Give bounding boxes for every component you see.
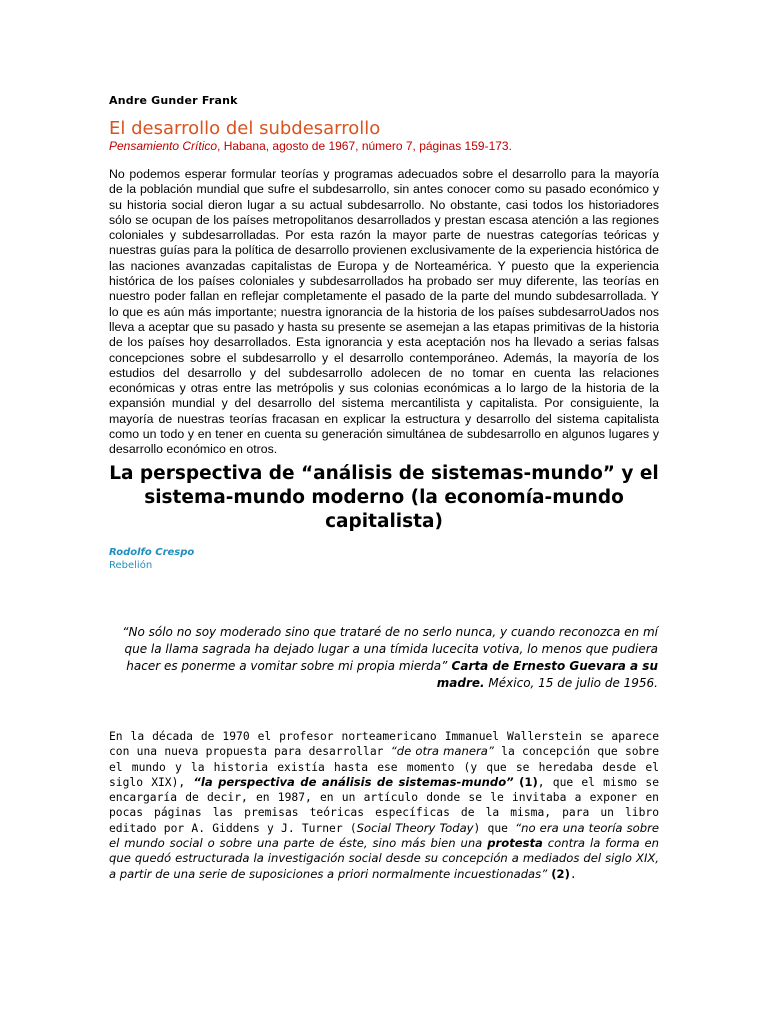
- epigraph-quote: [116, 624, 658, 692]
- source-citation: [109, 139, 512, 153]
- p2-italic-k: contra la forma en que quedó estructurada la investigación social desde su concepción a mediados del siglo XIX, a partir de una serie de suposiciones a priori normalmente incuestionadas”: [109, 836, 659, 881]
- byline-author: Rodolfo Crespo: [109, 547, 195, 558]
- body-paragraph-1: No podemos esperar formular teorías y programas adecuados sobre el desarrollo para la mayoría de la población mundial que sufre el subdesarrollo, sin antes conocer como su pasado económico y su historia social dieron lugar a su actual subdesarrollo. No obstante, casi todos los historiadores sólo se ocupan de los países metropolitanos desarrollados y prestan escasa atención a las regiones coloniales y subdesarrolladas. Por esta razón la mayor parte de nuestras categorías teóricas y nuestras guías para la política de desarrollo provienen exclusivamente de la experiencia histórica de las naciones avanzadas capitalistas de Europa y de Norteamérica. Y puesto que la experiencia histórica de los países coloniales y subdesarrollados ha probado ser muy diferente, las teorías en nuestro poder fallan en reflejar completamente el pasado de la parte del mundo subdesarrollada. Y lo que es aún más importante; nuestra ignorancia de la historia de los países subdesarroUados nos lleva a aceptar que su pasado y hasta su presente se asemejan a las etapas primitivas de la historia de los países hoy desarrollados. Esta ignorancia y esta aceptación nos ha llevado a serias falsas concepciones sobre el subdesarrollo y el desarrollo contemporáneo. Además, la mayoría de los estudios del desarrollo y del subdesarrollo adolecen de no tomar en cuenta las relaciones económicas y otras entre las metrópolis y sus colonias económicas a lo largo de la historia de la expansión mundial y del desarrollo del sistema mercantilista y capitalista. Por consiguiente, la mayoría de nuestras teorías fracasan en explicar la estructura y desarrollo del sistema capitalista como un todo y en tener en cuenta su generación simultánea de subdesarrollo en algunos lugares y desarrollo económico en otros.: [109, 167, 659, 457]
- article-title: El desarrollo del subdesarrollo: [109, 118, 381, 139]
- p2-italic-i: “no era una teoría sobre el mundo social o sobre una parte de éste, sino más bien una: [109, 820, 659, 851]
- source-journal: Pensamiento Crítico: [109, 139, 218, 153]
- quote-place-date: México, 15 de julio de 1956.: [484, 676, 658, 690]
- p2-text-c: la concepción que sobre el mundo y la historia existía hasta ese momento (y que se heredaba desde el siglo XIX),: [109, 745, 660, 789]
- author-name: Andre Gunder Frank: [109, 94, 238, 107]
- p2-bold-italic-j: protesta: [487, 836, 543, 851]
- body-paragraph-2: [109, 729, 659, 882]
- source-details: , Habana, agosto de 1967, número 7, páginas 159-173.: [217, 139, 512, 153]
- p2-text-h: ) que: [473, 821, 516, 835]
- p2-italic-b: “de otra manera”: [390, 744, 494, 759]
- p2-bold-italic-d: “la perspectiva de análisis de sistemas-mundo”: [193, 774, 514, 789]
- byline-outlet: Rebelión: [109, 560, 153, 571]
- section-heading: La perspectiva de “análisis de sistemas-mundo” y el sistema-mundo moderno (la economía-mundo capitalista): [109, 463, 659, 532]
- p2-ref-1: (1): [513, 774, 538, 789]
- p2-text-m: .: [569, 867, 577, 881]
- quote-text: “No sólo no soy moderado sino que trataré de no serlo nunca, y cuando reconozca en mí que la llama sagrada ha dejado lugar a una tímida lucecita votiva, lo menos que pudiera hacer es ponerme a vomitar sobre mi propia mierda”: [122, 625, 658, 673]
- p2-text-f: , que el mismo se encargaría de decir, en 1987, en un artículo donde se le invitaba a exponer en pocas páginas las premisas teóricas específicas de la misma, para un libro editado por A. Giddens y J. Turner (: [109, 775, 659, 835]
- p2-ref-2: (2): [547, 866, 570, 881]
- p2-text-a: En la década de 1970 el profesor norteamericano Immanuel Wallerstein se aparece con una nueva propuesta para desarrollar: [109, 730, 659, 759]
- byline: [109, 546, 194, 572]
- quote-attribution: Carta de Ernesto Guevara a su madre.: [436, 659, 658, 690]
- p2-italic-g: Social Theory Today: [356, 820, 474, 835]
